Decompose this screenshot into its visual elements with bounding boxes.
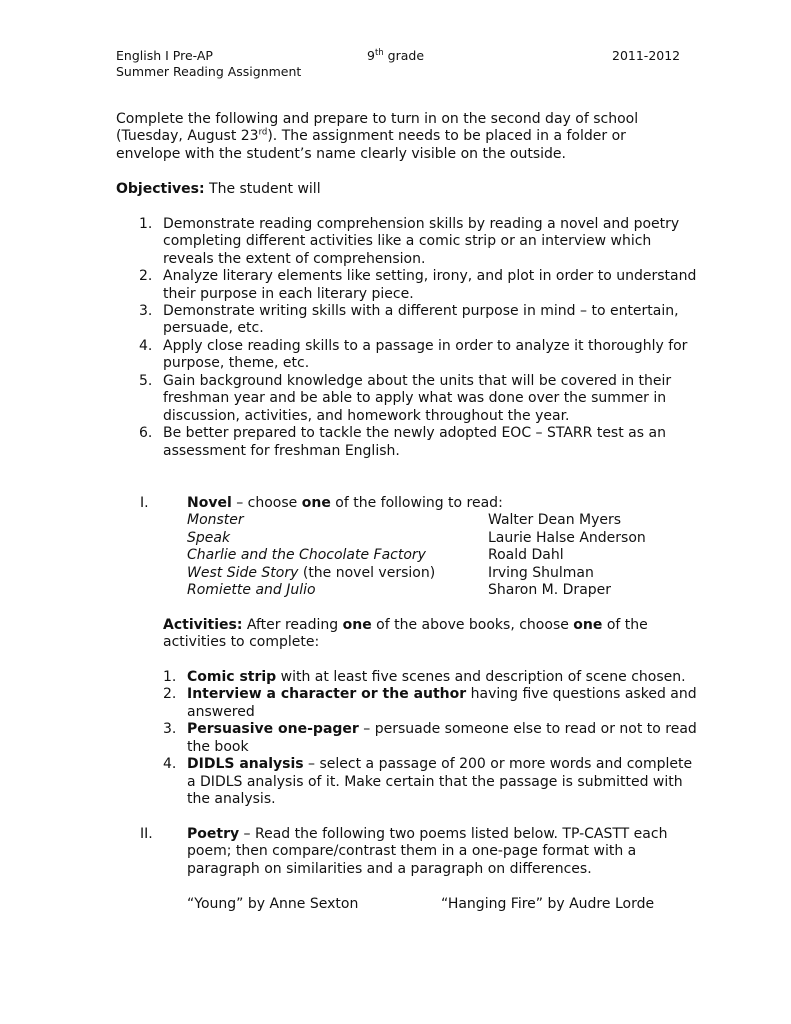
section-numeral-novel: I. <box>140 495 149 511</box>
objective-text: purpose, theme, etc. <box>163 355 310 371</box>
objective-text: discussion, activities, and homework throughout the year. <box>163 408 570 424</box>
activity-number: 1. <box>163 669 177 685</box>
activity-text: Interview a character or the author having five questions asked and <box>187 686 697 702</box>
objective-text: Demonstrate reading comprehension skills by reading a novel and poetry <box>163 216 680 232</box>
objective-number: 3. <box>139 303 153 319</box>
course-name: English I Pre-AP <box>116 48 213 63</box>
objective-text: Be better prepared to tackle the newly adopted EOC – STARR test as an <box>163 425 666 441</box>
objective-text: Gain background knowledge about the units that will be covered in their <box>163 373 672 389</box>
objective-number: 1. <box>139 216 153 232</box>
book-author: Laurie Halse Anderson <box>488 530 646 546</box>
objective-text: Analyze literary elements like setting, irony, and plot in order to understand <box>163 268 697 284</box>
activity-text: a DIDLS analysis of it. Make certain that the passage is submitted with <box>187 774 683 790</box>
objective-text: Apply close reading skills to a passage in order to analyze it thoroughly for <box>163 338 688 354</box>
objective-text: persuade, etc. <box>163 320 264 336</box>
activity-text: the book <box>187 739 249 755</box>
book-author: Walter Dean Myers <box>488 512 622 528</box>
book-title: Speak <box>187 530 231 546</box>
activity-text: DIDLS analysis – select a passage of 200 or more words and complete <box>187 756 693 772</box>
poetry-text: paragraph on similarities and a paragraph on differences. <box>187 861 592 877</box>
book-title: Monster <box>187 512 244 528</box>
activities-intro-line-2: activities to complete: <box>163 634 320 650</box>
poem-title: “Hanging Fire” by Audre Lorde <box>441 896 655 912</box>
book-author: Irving Shulman <box>488 565 594 581</box>
poem-title: “Young” by Anne Sexton <box>187 896 359 912</box>
objective-text: reveals the extent of comprehension. <box>163 251 426 267</box>
objective-text: freshman year and be able to apply what was done over the summer in <box>163 390 667 406</box>
book-author: Sharon M. Draper <box>488 582 612 598</box>
intro-line-3: envelope with the student’s name clearly visible on the outside. <box>116 146 566 162</box>
poetry-text: poem; then compare/contrast them in a one-page format with a <box>187 843 637 859</box>
grade-label: 9th grade <box>367 47 425 63</box>
intro-line-2: (Tuesday, August 23rd). The assignment needs to be placed in a folder or <box>116 127 626 144</box>
activity-text: Comic strip with at least five scenes and description of scene chosen. <box>187 669 686 685</box>
poetry-heading: Poetry – Read the following two poems listed below. TP-CASTT each <box>187 826 668 842</box>
objective-number: 6. <box>139 425 153 441</box>
activity-text: the analysis. <box>187 791 276 807</box>
objective-text: completing different activities like a comic strip or an interview which <box>163 233 652 249</box>
novel-heading: Novel – choose one of the following to read: <box>187 495 503 511</box>
intro-line-1: Complete the following and prepare to turn in on the second day of school <box>116 111 639 127</box>
school-year: 2011-2012 <box>612 48 681 63</box>
book-title: West Side Story (the novel version) <box>187 565 436 581</box>
objectives-heading: Objectives: The student will <box>116 181 321 197</box>
objective-number: 2. <box>139 268 153 284</box>
objective-text: assessment for freshman English. <box>163 443 400 459</box>
activity-number: 3. <box>163 721 177 737</box>
objective-text: Demonstrate writing skills with a different purpose in mind – to entertain, <box>163 303 679 319</box>
activity-number: 2. <box>163 686 177 702</box>
activity-text: Persuasive one-pager – persuade someone else to read or not to read <box>187 721 697 737</box>
objective-text: their purpose in each literary piece. <box>163 286 414 302</box>
book-title: Charlie and the Chocolate Factory <box>187 547 426 563</box>
activity-number: 4. <box>163 756 177 772</box>
book-title: Romiette and Julio <box>187 582 316 598</box>
section-numeral-poetry: II. <box>140 826 153 842</box>
objective-number: 5. <box>139 373 153 389</box>
book-author: Roald Dahl <box>488 547 564 563</box>
assignment-title: Summer Reading Assignment <box>116 64 302 79</box>
activity-text: answered <box>187 704 255 720</box>
activities-intro: Activities: After reading one of the above books, choose one of the <box>163 617 648 633</box>
objective-number: 4. <box>139 338 153 354</box>
